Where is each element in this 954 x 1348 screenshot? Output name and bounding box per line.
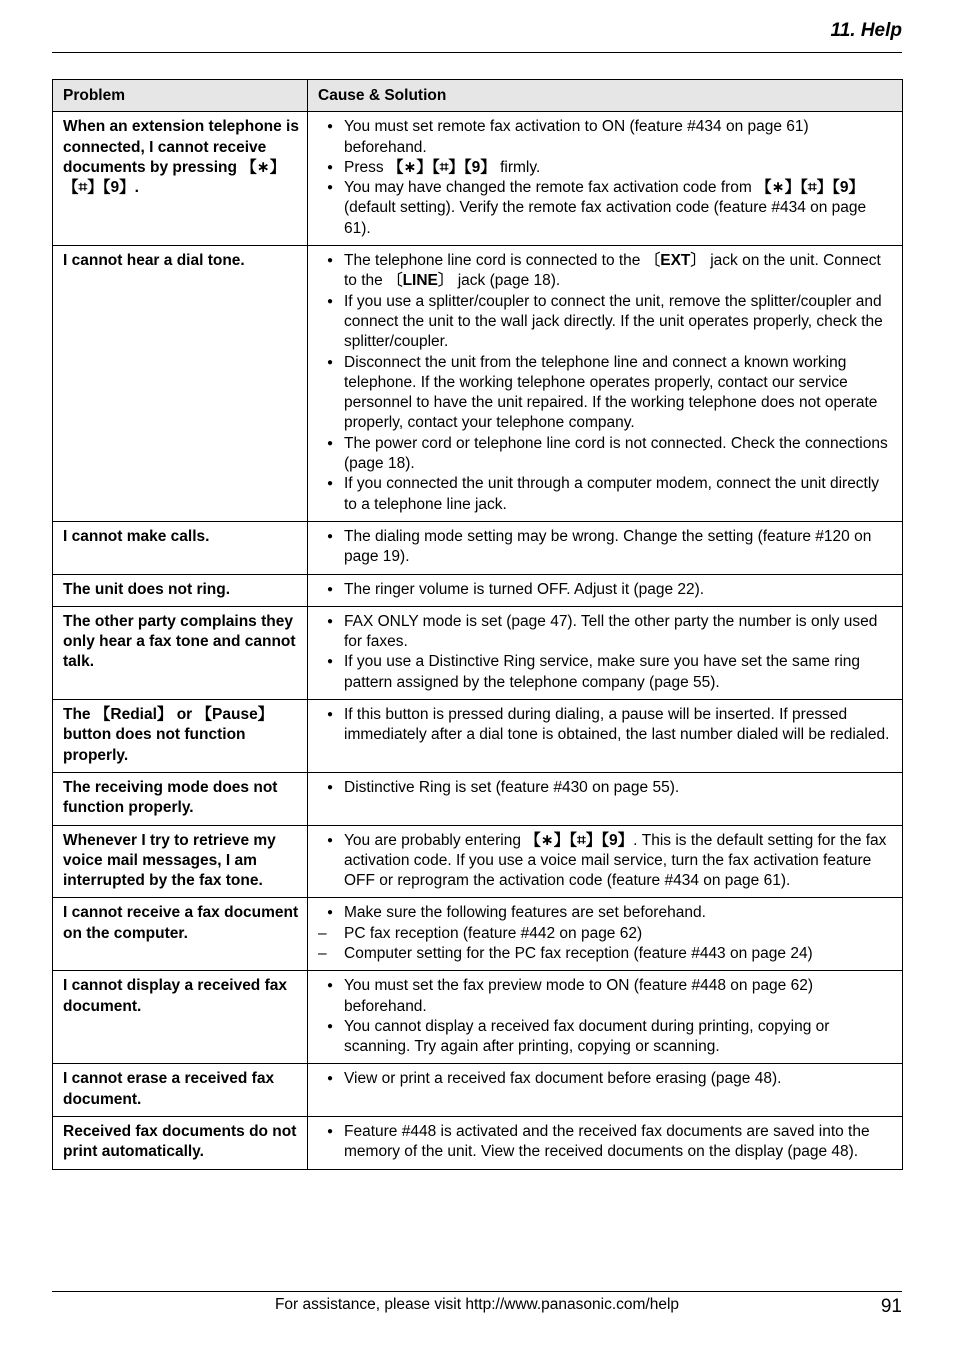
problem-cell: Received fax documents do not print automatically. [53, 1117, 308, 1170]
solution-list [318, 612, 894, 693]
key-hash: 【⌗】 [431, 158, 464, 176]
key-label: 【9】 [832, 179, 865, 197]
problem-cell: The receiving mode does not function properly. [53, 772, 308, 825]
table-row [53, 971, 903, 1064]
table-row [53, 112, 903, 246]
solution-cell [308, 246, 903, 522]
sub-item-text: Computer setting for the PC fax reception (feature #443 on page 24) [344, 944, 813, 962]
dash-marker: – [318, 944, 327, 962]
solution-cell [308, 825, 903, 898]
key-label: 【Redial】 [94, 706, 173, 724]
solution-item: ● If you use a Distinctive Ring service, make sure you have set the same ring pattern assigned by the telephone company (page 55). [318, 652, 894, 693]
solution-cell [308, 772, 903, 825]
sub-list [318, 924, 894, 965]
solution-cell [308, 700, 903, 773]
problem-cell: I cannot erase a received fax document. [53, 1064, 308, 1117]
solution-cell [308, 112, 903, 246]
sub-item-text: PC fax reception (feature #442 on page 62) [344, 924, 643, 942]
solution-item: ● View or print a received fax document before erasing (page 48). [318, 1069, 894, 1089]
jack-label: 〔LINE〕 [387, 272, 454, 290]
problem-cell: The 【Redial】 or 【Pause】 button does not function properly. [53, 700, 308, 773]
table-row [53, 700, 903, 773]
key-star: 【∗】 [525, 831, 570, 849]
solution-cell [308, 1064, 903, 1117]
solution-item: ● The ringer volume is turned OFF. Adjust it (page 22). [318, 580, 894, 600]
key-star: 【∗】 [241, 158, 286, 176]
footer-rule [52, 1291, 902, 1292]
solution-item: ● Disconnect the unit from the telephone line and connect a known working telephone. If the working telephone operates properly, contact our service personnel to have the unit repaired. If the working telephone does not operate properly, contact your telephone company. [318, 353, 894, 434]
sub-item [318, 944, 894, 964]
table-row [53, 1117, 903, 1170]
table-row [53, 898, 903, 971]
solution-item: ● You may have changed the remote fax activation code from 【∗】【⌗】【9】 (default setting). Verify the remote fax activation code (feature #434 on page 61). [318, 178, 894, 239]
troubleshooting-table [52, 79, 903, 1170]
solution-cell [308, 1117, 903, 1170]
solution-cell [308, 898, 903, 971]
solution-list [318, 580, 894, 600]
solution-item: ● You cannot display a received fax document during printing, copying or scanning. Try again after printing, copying or scanning. [318, 1017, 894, 1058]
solution-item: ● The telephone line cord is connected to the 〔EXT〕 jack on the unit. Connect to the 〔LINE〕 jack (page 18). [318, 251, 894, 292]
key-hash: 【⌗】 [63, 179, 103, 197]
solution-item: ● You must set remote fax activation to ON (feature #434 on page 61) beforehand. [318, 117, 894, 158]
table-row [53, 1064, 903, 1117]
column-header-solution: Cause & Solution [308, 80, 903, 112]
key-hash: 【⌗】 [569, 831, 602, 849]
key-star: 【∗】 [756, 179, 801, 197]
solution-list [318, 117, 894, 239]
solution-cell [308, 971, 903, 1064]
solution-list [318, 251, 894, 515]
table-header-row [53, 80, 903, 112]
solution-list [318, 705, 894, 746]
solution-list [318, 831, 894, 892]
solution-cell [308, 574, 903, 606]
assistance-text: For assistance, please visit http://www.panasonic.com/help [274, 1296, 680, 1313]
solution-item: ● The power cord or telephone line cord is not connected. Check the connections (page 18). [318, 434, 894, 475]
key-label: 【9】 [463, 158, 496, 176]
key-hash: 【⌗】 [800, 179, 833, 197]
table-row [53, 246, 903, 522]
solution-item: ● Press 【∗】【⌗】【9】 firmly. [318, 158, 894, 178]
jack-label: 〔EXT〕 [644, 252, 706, 270]
solution-cell [308, 521, 903, 574]
problem-cell: I cannot receive a fax document on the computer. [53, 898, 308, 971]
solution-list [318, 778, 894, 798]
dash-marker: – [318, 924, 327, 942]
table-row [53, 825, 903, 898]
problem-cell: The other party complains they only hear a fax tone and cannot talk. [53, 606, 308, 699]
table-row [53, 772, 903, 825]
solution-item: ● FAX ONLY mode is set (page 47). Tell the other party the number is only used for faxes. [318, 612, 894, 653]
solution-item: ● If you use a splitter/coupler to connect the unit, remove the splitter/coupler and connect the unit to the wall jack directly. If the unit operates properly, check the splitter/coupler. [318, 292, 894, 353]
key-label: 【9】 [102, 179, 135, 197]
solution-item: ● Make sure the following features are set beforehand. [318, 903, 894, 923]
problem-cell: I cannot display a received fax document. [53, 971, 308, 1064]
column-header-problem: Problem [53, 80, 308, 112]
problem-cell: The unit does not ring. [53, 574, 308, 606]
key-label: 【Pause】 [196, 706, 274, 724]
solution-cell [308, 606, 903, 699]
solution-list [318, 527, 894, 568]
table-row [53, 521, 903, 574]
header-rule [52, 52, 902, 53]
solution-item: ● If this button is pressed during dialing, a pause will be inserted. If pressed immediately after a dial tone is obtained, the last number dialed will be redialed. [318, 705, 894, 746]
problem-cell: Whenever I try to retrieve my voice mail messages, I am interrupted by the fax tone. [53, 825, 308, 898]
solution-item: ● If you connected the unit through a computer modem, connect the unit directly to a telephone line jack. [318, 474, 894, 515]
page-number: 91 [880, 1296, 902, 1317]
solution-item: ● Feature #448 is activated and the received fax documents are saved into the memory of the unit. View the received documents on the display (page 48). [318, 1122, 894, 1163]
problem-cell: I cannot make calls. [53, 521, 308, 574]
solution-list [318, 903, 894, 923]
table-row [53, 606, 903, 699]
solution-list [318, 1122, 894, 1163]
solution-list [318, 1069, 894, 1089]
table-row [53, 574, 903, 606]
solution-item: ● You are probably entering 【∗】【⌗】【9】. This is the default setting for the fax activation code. If you use a voice mail service, turn the fax activation feature OFF or reprogram the activation code (feature #434 on page 61). [318, 831, 894, 892]
problem-cell: When an extension telephone is connected, I cannot receive documents by pressing 【∗】【⌗】【9】. [53, 112, 308, 246]
sub-item [318, 924, 894, 944]
key-label: 【9】 [601, 831, 634, 849]
section-title: 11. Help [830, 20, 902, 41]
problem-cell: I cannot hear a dial tone. [53, 246, 308, 522]
solution-item: ● Distinctive Ring is set (feature #430 on page 55). [318, 778, 894, 798]
solution-item: ● You must set the fax preview mode to ON (feature #448 on page 62) beforehand. [318, 976, 894, 1017]
key-star: 【∗】 [387, 158, 432, 176]
solution-list [318, 976, 894, 1057]
solution-item: ● The dialing mode setting may be wrong. Change the setting (feature #120 on page 19). [318, 527, 894, 568]
